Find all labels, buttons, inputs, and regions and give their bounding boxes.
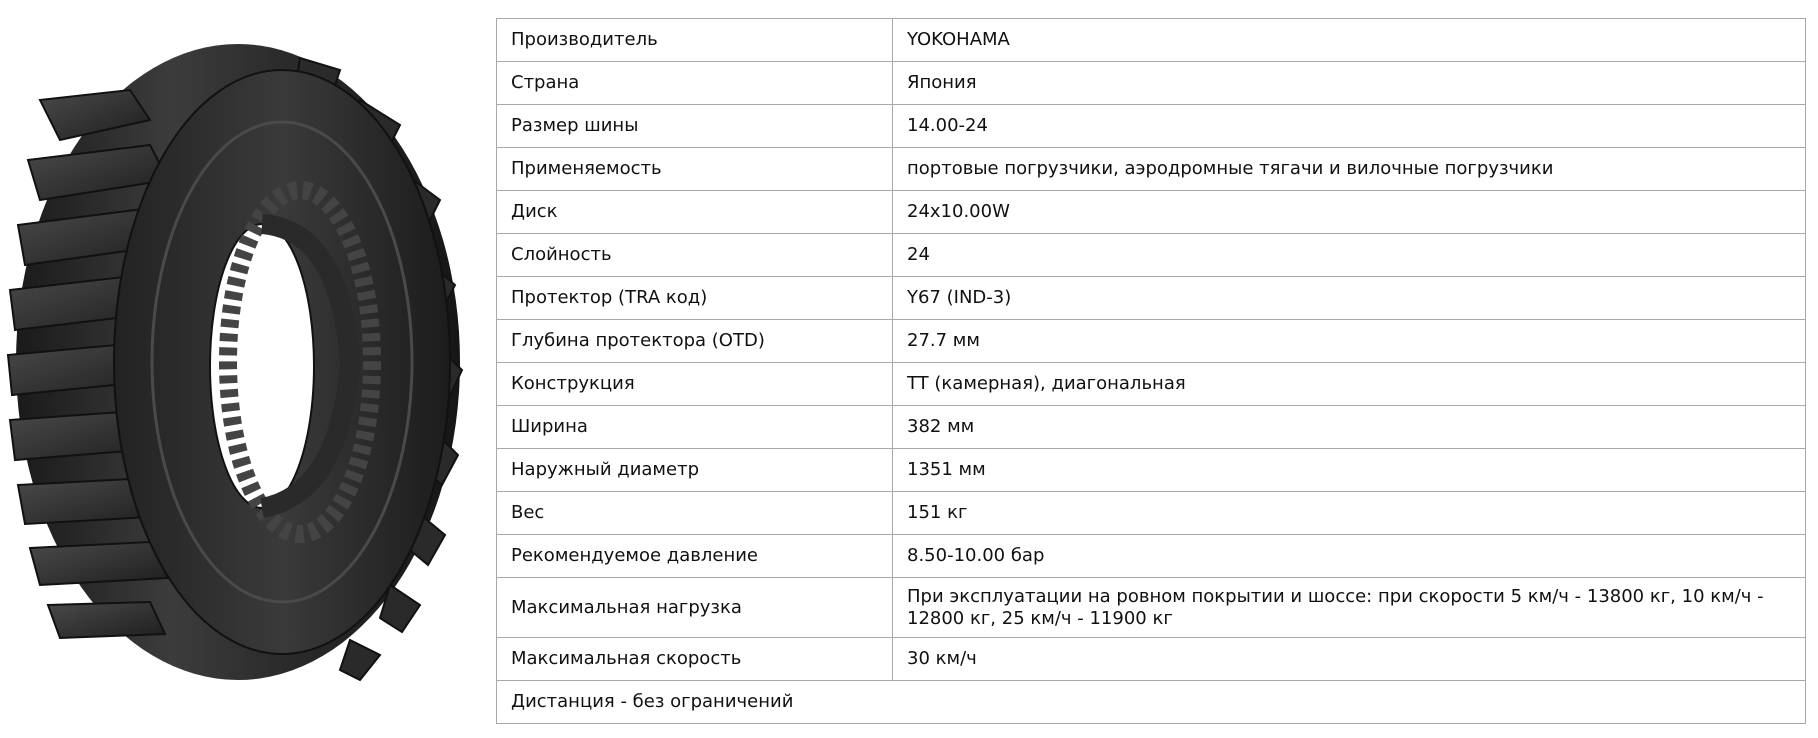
spec-value: портовые погрузчики, аэродромные тягачи и вилочные погрузчики: [893, 148, 1806, 191]
spec-value: YOKOHAMA: [893, 19, 1806, 62]
table-row: [497, 406, 1806, 449]
spec-label: Максимальная нагрузка: [497, 578, 893, 638]
table-row: [497, 320, 1806, 363]
spec-value: При эксплуатации на ровном покрытии и шоссе: при скорости 5 км/ч - 13800 кг, 10 км/ч - 12800 кг, 25 км/ч - 11900 кг: [893, 578, 1806, 638]
spec-label: Применяемость: [497, 148, 893, 191]
spec-value: 8.50-10.00 бар: [893, 535, 1806, 578]
tire-icon: [0, 30, 470, 700]
spec-value: 24: [893, 234, 1806, 277]
table-row: [497, 363, 1806, 406]
spec-label: Вес: [497, 492, 893, 535]
spec-value: 151 кг: [893, 492, 1806, 535]
spec-value: 382 мм: [893, 406, 1806, 449]
spec-value: Y67 (IND-3): [893, 277, 1806, 320]
table-row: [497, 638, 1806, 681]
table-row: [497, 62, 1806, 105]
spec-label: Размер шины: [497, 105, 893, 148]
table-row: [497, 277, 1806, 320]
spec-value: Япония: [893, 62, 1806, 105]
table-row: [497, 578, 1806, 638]
spec-label: Конструкция: [497, 363, 893, 406]
table-row: [497, 191, 1806, 234]
spec-label: Наружный диаметр: [497, 449, 893, 492]
table-row: [497, 449, 1806, 492]
spec-value: 24x10.00W: [893, 191, 1806, 234]
spec-label: Рекомендуемое давление: [497, 535, 893, 578]
spec-value: 14.00-24: [893, 105, 1806, 148]
spec-value: 1351 мм: [893, 449, 1806, 492]
spec-label: Диск: [497, 191, 893, 234]
table-row: [497, 234, 1806, 277]
table-row: [497, 492, 1806, 535]
spec-label: Ширина: [497, 406, 893, 449]
table-row: [497, 105, 1806, 148]
spec-label: Максимальная скорость: [497, 638, 893, 681]
spec-value: TT (камерная), диагональная: [893, 363, 1806, 406]
spec-value: 27.7 мм: [893, 320, 1806, 363]
table-row: [497, 148, 1806, 191]
spec-label: Производитель: [497, 19, 893, 62]
spec-label: Глубина протектора (OTD): [497, 320, 893, 363]
distance-note: Дистанция - без ограничений: [497, 681, 1806, 724]
spec-table: [496, 18, 1806, 724]
table-footer-row: [497, 681, 1806, 724]
spec-label: Страна: [497, 62, 893, 105]
spec-value: 30 км/ч: [893, 638, 1806, 681]
table-row: [497, 535, 1806, 578]
spec-label: Протектор (TRA код): [497, 277, 893, 320]
tire-image: [0, 30, 470, 700]
spec-label: Слойность: [497, 234, 893, 277]
table-row: [497, 19, 1806, 62]
